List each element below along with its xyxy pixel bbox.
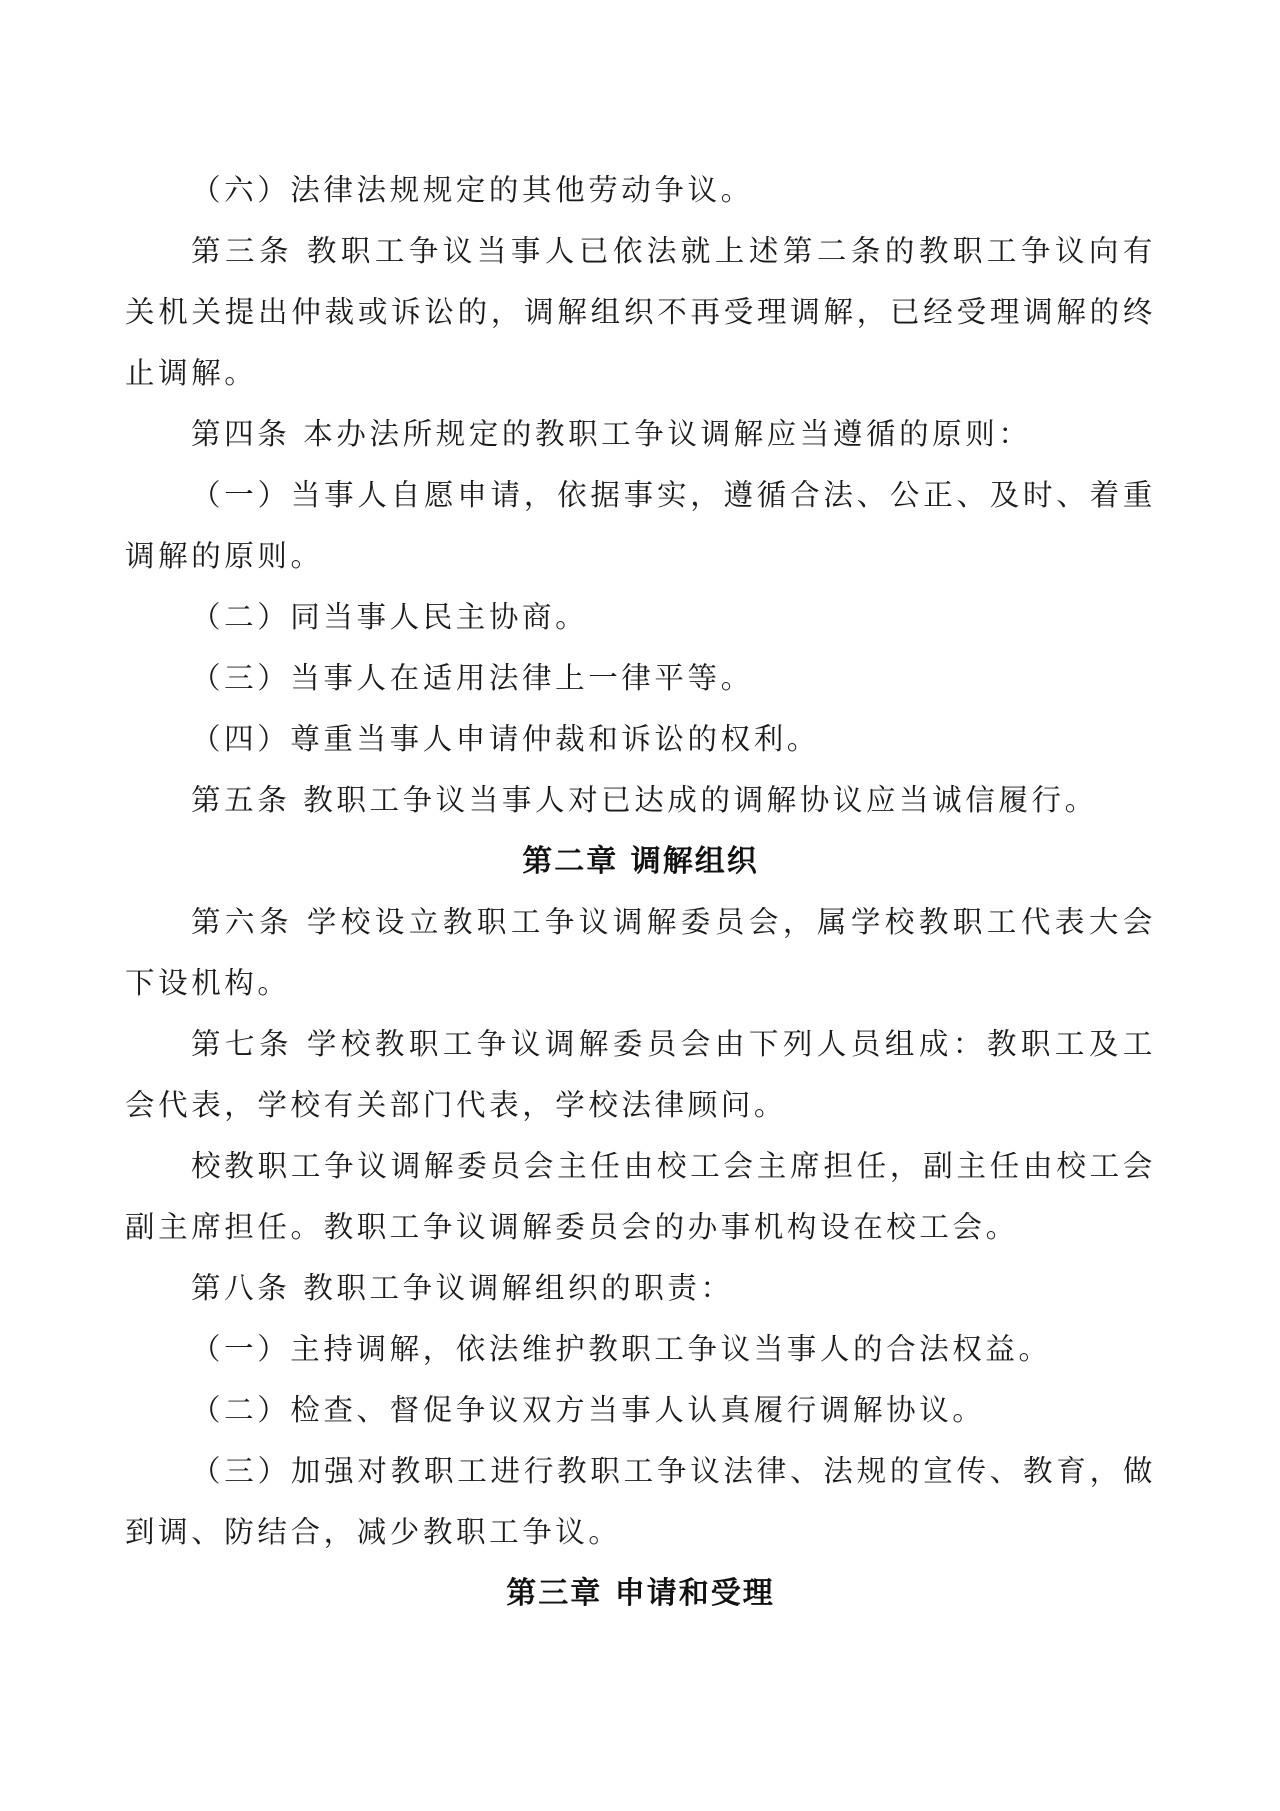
paragraph-article-8-item-1: （一）主持调解，依法维护教职工争议当事人的合法权益。: [191, 1332, 1052, 1366]
paragraph-article-5: 第五条 教职工争议当事人对已达成的调解协议应当诚信履行。: [191, 783, 1098, 817]
paragraph-article-8: 第八条 教职工争议调解组织的职责：: [191, 1271, 734, 1305]
paragraph-article-4-item-2: （二）同当事人民主协商。: [191, 600, 589, 634]
paragraph-article-4: 第四条 本办法所规定的教职工争议调解应当遵循的原则：: [191, 417, 1032, 451]
paragraph-article-4-item-1: （一）当事人自愿申请，依据事实，遵循合法、公正、及时、着重调解的原则。: [125, 478, 1156, 573]
chapter-heading-2: 第二章 调解组织: [522, 844, 759, 879]
paragraph-article-4-item-4: （四）尊重当事人申请仲裁和诉讼的权利。: [191, 722, 820, 756]
paragraph-article-8-item-2: （二）检查、督促争议双方当事人认真履行调解协议。: [191, 1393, 986, 1427]
paragraph-article-6: 第六条 学校设立教职工争议调解委员会，属学校教职工代表大会下设机构。: [125, 905, 1156, 1000]
paragraph-article-7-cont: 校教职工争议调解委员会主任由校工会主席担任，副主任由校工会副主席担任。教职工争议调解委员会的办事机构设在校工会。: [125, 1149, 1156, 1244]
paragraph-article-7: 第七条 学校教职工争议调解委员会由下列人员组成：教职工及工会代表，学校有关部门代表，学校法律顾问。: [125, 1027, 1156, 1122]
paragraph-article-4-item-3: （三）当事人在适用法律上一律平等。: [191, 661, 754, 695]
paragraph-item-6: （六）法律法规规定的其他劳动争议。: [191, 173, 754, 207]
paragraph-article-3: 第三条 教职工争议当事人已依法就上述第二条的教职工争议向有关机关提出仲裁或诉讼的，调解组织不再受理调解，已经受理调解的终止调解。: [125, 234, 1156, 390]
document-page: [125, 160, 1156, 1624]
paragraph-article-8-item-3: （三）加强对教职工进行教职工争议法律、法规的宣传、教育，做到调、防结合，减少教职工争议。: [125, 1454, 1156, 1549]
chapter-heading-3: 第三章 申请和受理: [506, 1576, 775, 1611]
